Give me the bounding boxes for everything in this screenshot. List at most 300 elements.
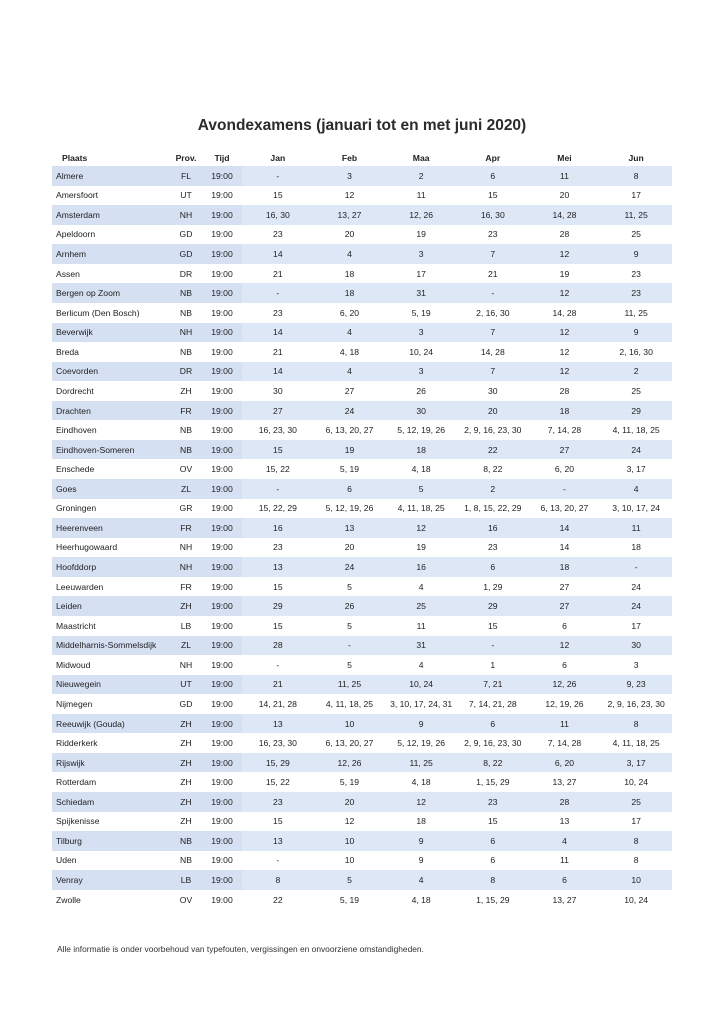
cell-jan: 15, 29 [242, 753, 314, 773]
cell-mei: 12 [529, 636, 601, 656]
cell-place: Schiedam [52, 792, 170, 812]
cell-feb: 13, 27 [314, 205, 386, 225]
header-mei: Mei [557, 153, 572, 163]
cell-jun: 24 [631, 581, 641, 592]
cell-maa: 9 [418, 855, 424, 866]
header-plaats: Plaats [62, 153, 88, 163]
cell-prov: NH [170, 557, 202, 577]
cell-maa: 10, 24 [409, 346, 434, 357]
cell-maa: 12 [385, 518, 457, 538]
cell-apr: 2, 9, 16, 23, 30 [464, 425, 522, 436]
cell-jan: 14, 21, 28 [258, 698, 297, 709]
cell-jun: 9, 23 [600, 675, 672, 695]
cell-jan: 15, 22, 29 [258, 503, 297, 514]
cell-time: 19:00 [202, 831, 242, 851]
cell-time: 19:00 [211, 738, 233, 749]
cell-time: 19:00 [211, 464, 233, 475]
cell-jun: 11 [600, 518, 672, 538]
cell-apr: 8, 22 [457, 753, 529, 773]
cell-place: Eindhoven-Someren [52, 440, 170, 460]
cell-jan: 21 [273, 346, 283, 357]
table-row [52, 205, 672, 225]
cell-maa: 4, 18 [411, 464, 431, 475]
cell-jun: 18 [631, 542, 641, 553]
cell-time: 19:00 [211, 307, 233, 318]
cell-jun: 2 [600, 362, 672, 382]
table-row [52, 636, 672, 656]
table-row [52, 225, 672, 245]
cell-feb: 5 [347, 659, 352, 670]
cell-place: Ridderkerk [56, 738, 98, 749]
cell-jun: 17 [631, 620, 641, 631]
table-row [52, 714, 672, 734]
cell-place: Amersfoort [56, 190, 99, 201]
cell-mei: 12, 26 [529, 675, 601, 695]
table-row [52, 851, 672, 871]
cell-prov: ZH [180, 816, 192, 827]
cell-jan: 13 [242, 557, 314, 577]
table-row [52, 655, 672, 675]
cell-jun: 3 [633, 659, 639, 670]
cell-prov: UT [180, 190, 192, 201]
cell-jun: 4 [600, 479, 672, 499]
cell-place: Heerhugowaard [56, 542, 118, 553]
cell-time: 19:00 [211, 268, 233, 279]
cell-apr: 8, 22 [483, 464, 503, 475]
cell-mei: 12 [529, 362, 601, 382]
cell-mei: 27 [559, 581, 570, 592]
cell-mei: 6 [562, 659, 567, 670]
cell-time: 19:00 [211, 542, 233, 553]
cell-maa: 19 [416, 542, 426, 553]
table-row [52, 440, 672, 460]
cell-time: 19:00 [202, 401, 242, 421]
cell-feb: 5, 19 [339, 464, 360, 475]
cell-prov: ZH [180, 738, 192, 749]
cell-jun: 8 [600, 831, 672, 851]
cell-maa: 9 [385, 714, 457, 734]
cell-maa: 4 [418, 581, 424, 592]
cell-feb: 6, 13, 20, 27 [325, 738, 374, 749]
cell-prov: ZH [170, 792, 202, 812]
cell-jan: 13 [242, 831, 314, 851]
cell-time: 19:00 [202, 557, 242, 577]
cell-jun: 9 [600, 323, 672, 343]
cell-place: Maastricht [56, 620, 96, 631]
cell-prov: NB [180, 425, 192, 436]
cell-time: 19:00 [211, 659, 233, 670]
cell-apr: 6 [457, 831, 529, 851]
cell-prov: FR [170, 401, 202, 421]
cell-jan: 15 [242, 440, 314, 460]
cell-place: Nieuwegein [52, 675, 170, 695]
cell-place: Eindhoven [56, 425, 97, 436]
cell-place: Dordrecht [56, 385, 94, 396]
cell-time: 19:00 [202, 166, 242, 186]
cell-mei: 19 [559, 268, 570, 279]
cell-jun: 17 [631, 190, 641, 201]
cell-prov: GD [179, 229, 193, 240]
cell-place: Tilburg [52, 831, 170, 851]
cell-feb: 4, 18 [339, 346, 360, 357]
cell-feb: 3 [314, 166, 386, 186]
cell-prov: OV [179, 894, 193, 905]
cell-time: 19:00 [211, 229, 233, 240]
cell-jan: 23 [273, 542, 283, 553]
cell-prov: GD [170, 244, 202, 264]
cell-mei: 14 [559, 542, 570, 553]
cell-apr: 1, 15, 29 [476, 777, 510, 788]
table-row [52, 166, 672, 186]
cell-jun: 4, 11, 18, 25 [612, 738, 660, 749]
cell-feb: 5 [347, 581, 352, 592]
cell-prov: NB [170, 440, 202, 460]
cell-apr: 7 [457, 244, 529, 264]
cell-apr: 29 [457, 596, 529, 616]
cell-prov: NB [180, 855, 192, 866]
cell-maa: 4, 18 [411, 777, 431, 788]
table-row [52, 890, 672, 910]
cell-jan: 13 [242, 714, 314, 734]
table-row [52, 694, 672, 714]
cell-prov: DR [179, 268, 193, 279]
cell-prov: ZH [170, 753, 202, 773]
cell-prov: GR [179, 503, 193, 514]
cell-jun: 4, 11, 18, 25 [612, 425, 660, 436]
cell-mei: 12 [529, 244, 601, 264]
cell-time: 19:00 [211, 503, 233, 514]
cell-feb: 5, 12, 19, 26 [325, 503, 374, 514]
table-row [52, 831, 672, 851]
cell-prov: LB [170, 870, 202, 890]
cell-feb: 12, 26 [314, 753, 386, 773]
cell-apr: 1, 15, 29 [476, 894, 510, 905]
cell-feb: 24 [314, 401, 386, 421]
table-row [52, 381, 672, 401]
table-row [52, 596, 672, 616]
cell-place: Amsterdam [52, 205, 170, 225]
cell-jun: 10, 24 [624, 777, 649, 788]
cell-mei: 4 [529, 831, 601, 851]
cell-prov: ZH [180, 777, 192, 788]
cell-apr: - [457, 636, 529, 656]
cell-jan: - [242, 283, 314, 303]
cell-apr: 6 [490, 855, 496, 866]
cell-place: Almere [52, 166, 170, 186]
cell-jan: 15, 22 [265, 777, 290, 788]
cell-jun: - [600, 557, 672, 577]
cell-jan: 23 [242, 792, 314, 812]
cell-apr: 14, 28 [480, 346, 505, 357]
cell-jun: 2, 9, 16, 23, 30 [607, 698, 665, 709]
cell-prov: FR [180, 581, 192, 592]
cell-maa: 2 [385, 166, 457, 186]
cell-jun: 9 [600, 244, 672, 264]
exam-schedule-table [52, 150, 672, 909]
cell-jan: 15 [273, 190, 283, 201]
cell-maa: 30 [385, 401, 457, 421]
cell-mei: 14 [529, 518, 601, 538]
cell-prov: ZL [170, 636, 202, 656]
cell-place: Beverwijk [52, 323, 170, 343]
table-row [52, 323, 672, 343]
header-jan: Jan [270, 153, 286, 163]
cell-maa: 9 [385, 831, 457, 851]
table-row [52, 538, 672, 558]
cell-prov: DR [170, 362, 202, 382]
cell-feb: 10 [314, 714, 386, 734]
table-row [52, 186, 672, 206]
cell-jun: 23 [600, 283, 672, 303]
cell-mei: 7, 14, 28 [547, 738, 582, 749]
cell-jan: 15 [273, 620, 283, 631]
cell-jun: 29 [600, 401, 672, 421]
cell-prov: FL [170, 166, 202, 186]
cell-apr: 1, 8, 15, 22, 29 [464, 503, 522, 514]
cell-time: 19:00 [211, 425, 233, 436]
table-row [52, 518, 672, 538]
cell-time: 19:00 [202, 205, 242, 225]
cell-mei: 18 [529, 401, 601, 421]
cell-maa: 5, 19 [411, 307, 431, 318]
cell-jun: 8 [600, 714, 672, 734]
cell-apr: 1 [490, 659, 496, 670]
table-row [52, 459, 672, 479]
cell-mei: 14, 28 [529, 205, 601, 225]
cell-mei: 11 [529, 714, 601, 734]
cell-maa: 17 [416, 268, 426, 279]
cell-feb: 5 [314, 870, 386, 890]
cell-feb: 6, 13, 20, 27 [325, 425, 374, 436]
cell-time: 19:00 [202, 636, 242, 656]
cell-feb: 19 [314, 440, 386, 460]
cell-jan: 23 [273, 229, 283, 240]
cell-time: 19:00 [202, 753, 242, 773]
cell-prov: ZH [180, 385, 192, 396]
cell-prov: NB [180, 346, 192, 357]
cell-maa: 16 [385, 557, 457, 577]
cell-maa: 31 [385, 283, 457, 303]
cell-maa: 3 [385, 244, 457, 264]
cell-feb: 10 [314, 831, 386, 851]
cell-prov: NB [180, 307, 192, 318]
cell-mei: 12 [529, 323, 601, 343]
cell-maa: 19 [416, 229, 426, 240]
cell-mei: 27 [529, 596, 601, 616]
cell-maa: 5, 12, 19, 26 [397, 425, 446, 436]
cell-jan: - [242, 479, 314, 499]
cell-jun: 11, 25 [624, 307, 648, 318]
table-row [52, 772, 672, 792]
table-row [52, 479, 672, 499]
cell-jun: 10, 24 [624, 894, 649, 905]
cell-place: Reeuwijk (Gouda) [52, 714, 170, 734]
cell-apr: 2 [457, 479, 529, 499]
cell-maa: 3 [385, 362, 457, 382]
table-header-row [52, 150, 672, 166]
cell-place: Berlicum (Den Bosch) [56, 307, 140, 318]
cell-place: Bergen op Zoom [52, 283, 170, 303]
table-row [52, 264, 672, 284]
cell-apr: 21 [488, 268, 498, 279]
cell-prov: ZH [170, 596, 202, 616]
cell-place: Uden [56, 855, 77, 866]
table-row [52, 675, 672, 695]
cell-mei: 6, 20 [529, 753, 601, 773]
cell-jun: 25 [631, 229, 641, 240]
cell-place: Drachten [52, 401, 170, 421]
cell-apr: 23 [488, 229, 498, 240]
cell-feb: - [314, 636, 386, 656]
cell-jun: 3, 17 [600, 753, 672, 773]
cell-jan: 14 [242, 323, 314, 343]
table-row [52, 244, 672, 264]
cell-maa: 5 [385, 479, 457, 499]
cell-jun: 24 [600, 596, 672, 616]
cell-place: Breda [56, 346, 79, 357]
cell-mei: 11 [559, 855, 569, 866]
cell-time: 19:00 [211, 816, 233, 827]
cell-jan: 27 [242, 401, 314, 421]
cell-apr: 15 [488, 620, 498, 631]
table-row [52, 577, 672, 597]
cell-feb: 26 [314, 596, 386, 616]
cell-jan: 16, 30 [242, 205, 314, 225]
cell-mei: 18 [529, 557, 601, 577]
cell-jan: 15, 22 [265, 464, 290, 475]
cell-jun: 30 [600, 636, 672, 656]
header-apr: Apr [485, 153, 501, 163]
cell-jun: 3, 10, 17, 24 [612, 503, 661, 514]
cell-time: 19:00 [202, 792, 242, 812]
cell-time: 19:00 [202, 596, 242, 616]
cell-apr: 20 [457, 401, 529, 421]
cell-mei: 11 [529, 166, 601, 186]
cell-apr: 7, 21 [457, 675, 529, 695]
table-row [52, 812, 672, 832]
cell-maa: 3, 10, 17, 24, 31 [390, 698, 453, 709]
cell-jan: 16, 23, 30 [258, 738, 297, 749]
table-row [52, 499, 672, 519]
table-row [52, 303, 672, 323]
cell-maa: 18 [416, 816, 426, 827]
cell-jan: 22 [273, 894, 283, 905]
cell-jan: 28 [242, 636, 314, 656]
cell-apr: 7, 14, 21, 28 [468, 698, 517, 709]
cell-feb: 6, 20 [339, 307, 360, 318]
cell-prov: GD [179, 698, 193, 709]
cell-time: 19:00 [202, 518, 242, 538]
cell-mei: 20 [559, 190, 570, 201]
cell-apr: - [457, 283, 529, 303]
cell-prov: NH [170, 323, 202, 343]
cell-feb: 11, 25 [314, 675, 386, 695]
cell-jan: 21 [242, 675, 314, 695]
cell-time: 19:00 [202, 283, 242, 303]
table-row [52, 401, 672, 421]
cell-prov: ZH [170, 714, 202, 734]
header-prov: Prov. [175, 153, 197, 163]
cell-mei: 13, 27 [552, 894, 577, 905]
cell-place: Assen [56, 268, 80, 279]
cell-jun: 24 [600, 440, 672, 460]
cell-place: Leeuwarden [56, 581, 104, 592]
table-row [52, 362, 672, 382]
cell-apr: 15 [488, 816, 498, 827]
cell-feb: 27 [344, 385, 355, 396]
cell-feb: 24 [314, 557, 386, 577]
cell-mei: 6, 20 [554, 464, 575, 475]
cell-maa: 5, 12, 19, 26 [397, 738, 446, 749]
cell-apr: 30 [488, 385, 498, 396]
cell-time: 19:00 [211, 620, 233, 631]
cell-jan: 23 [273, 307, 283, 318]
cell-time: 19:00 [202, 714, 242, 734]
cell-place: Coevorden [52, 362, 170, 382]
footnote: Alle informatie is onder voorbehoud van typefouten, vergissingen en onvoorziene omstandigheden. [57, 944, 424, 954]
cell-feb: 4 [314, 362, 386, 382]
cell-maa: 4, 11, 18, 25 [397, 503, 445, 514]
cell-place: Hoofddorp [52, 557, 170, 577]
cell-time: 19:00 [211, 855, 233, 866]
cell-time: 19:00 [202, 362, 242, 382]
cell-mei: 14, 28 [552, 307, 577, 318]
cell-maa: 26 [416, 385, 426, 396]
cell-place: Zwolle [56, 894, 81, 905]
cell-jun: 2, 16, 30 [619, 346, 653, 357]
header-tijd: Tijd [214, 153, 230, 163]
cell-feb: 6 [314, 479, 386, 499]
cell-prov: OV [179, 464, 193, 475]
table-row [52, 792, 672, 812]
cell-mei: 27 [529, 440, 601, 460]
cell-mei: 13, 27 [552, 777, 577, 788]
cell-jan: - [276, 855, 280, 866]
table-row [52, 342, 672, 362]
cell-time: 19:00 [202, 244, 242, 264]
cell-jan: 29 [242, 596, 314, 616]
table-row [52, 557, 672, 577]
cell-time: 19:00 [211, 346, 233, 357]
cell-jun: 25 [600, 792, 672, 812]
cell-place: Heerenveen [52, 518, 170, 538]
cell-jun: 3, 17 [626, 464, 646, 475]
cell-place: Arnhem [52, 244, 170, 264]
cell-apr: 16, 30 [457, 205, 529, 225]
cell-prov: UT [170, 675, 202, 695]
cell-maa: 11 [416, 620, 426, 631]
cell-feb: 5, 19 [339, 894, 360, 905]
cell-jan: 14 [242, 362, 314, 382]
cell-mei: 6 [529, 870, 601, 890]
cell-feb: 4, 11, 18, 25 [325, 698, 374, 709]
cell-maa: 4, 18 [411, 894, 431, 905]
page-title: Avondexamens (januari tot en met juni 2020) [197, 117, 527, 134]
cell-jun: 8 [633, 855, 639, 866]
cell-feb: 20 [344, 229, 355, 240]
cell-jan: 16, 23, 30 [258, 425, 297, 436]
cell-prov: LB [180, 620, 192, 631]
cell-mei: 28 [559, 229, 570, 240]
table-row [52, 616, 672, 636]
cell-prov: NH [179, 542, 193, 553]
cell-place: Rotterdam [56, 777, 97, 788]
cell-place: Middelharnis-Sommelsdijk [52, 636, 170, 656]
cell-jun: 8 [600, 166, 672, 186]
cell-apr: 16 [457, 518, 529, 538]
cell-feb: 5 [347, 620, 352, 631]
cell-mei: 28 [529, 792, 601, 812]
